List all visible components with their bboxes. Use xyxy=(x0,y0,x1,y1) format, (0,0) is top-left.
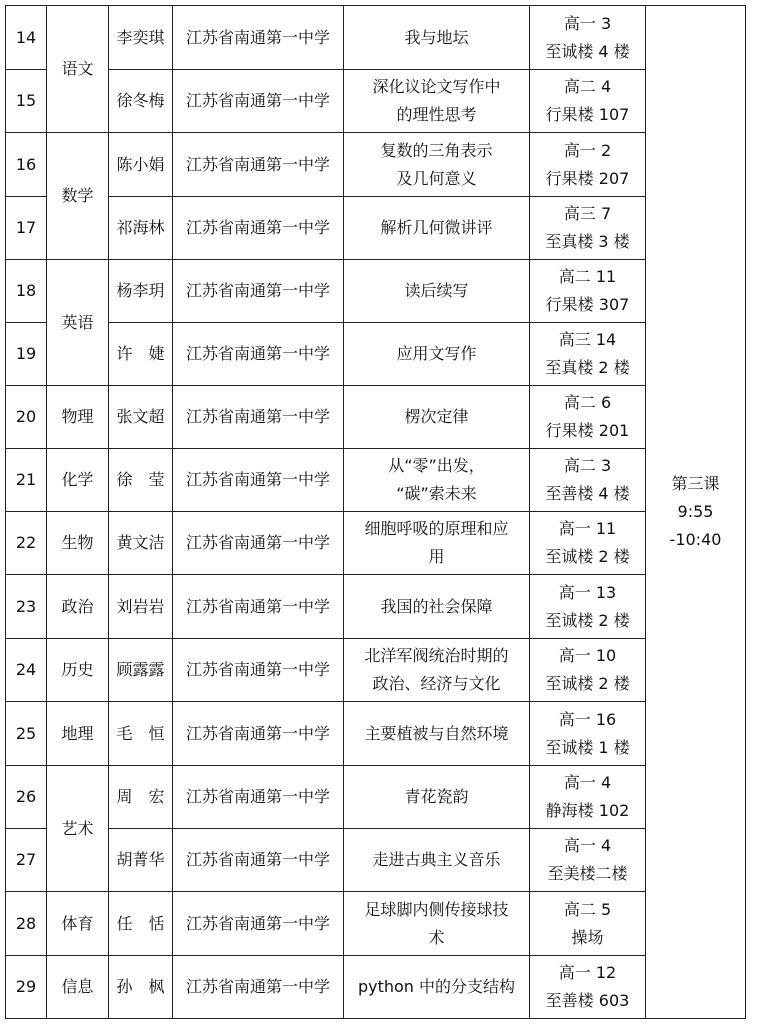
topic-line: 走进古典主义音乐 xyxy=(372,850,501,869)
school-cell: 江苏省南通第一中学 xyxy=(173,70,344,133)
school-cell: 江苏省南通第一中学 xyxy=(173,639,344,702)
school-cell: 江苏省南通第一中学 xyxy=(173,449,344,512)
topic-cell xyxy=(344,956,530,1019)
venue-line: 高二 5 xyxy=(563,899,612,919)
venue-line: 高一 4 xyxy=(563,773,612,792)
topic-line: 主要植被与自然环境 xyxy=(364,723,509,743)
venue-cell xyxy=(530,260,646,323)
venue-line: 至善楼 4 楼 xyxy=(545,484,630,503)
topic-line: “碳”索未来 xyxy=(396,484,477,503)
subject-cell: 地理 xyxy=(47,702,109,766)
school-cell: 江苏省南通第一中学 xyxy=(173,260,344,323)
row-number-cell: 29 xyxy=(6,956,47,1019)
teacher-cell: 孙 枫 xyxy=(109,956,173,1019)
topic-line: python 中的分支结构 xyxy=(357,977,516,996)
table-row xyxy=(6,892,746,956)
topic-line: 从“零”出发， xyxy=(388,456,485,475)
topic-line: 解析几何微讲评 xyxy=(380,218,493,237)
subject-cell: 历史 xyxy=(47,639,109,702)
venue-line: 行果楼 207 xyxy=(545,168,630,188)
row-number-cell: 15 xyxy=(6,70,47,133)
venue-line: 高一 3 xyxy=(563,13,612,33)
teacher-cell: 徐冬梅 xyxy=(109,70,173,133)
teacher-cell: 任 恬 xyxy=(109,892,173,956)
row-number-cell: 19 xyxy=(6,323,47,386)
teacher-cell: 张文超 xyxy=(109,386,173,449)
row-number-cell: 22 xyxy=(6,512,47,575)
row-number-cell: 24 xyxy=(6,639,47,702)
table-row xyxy=(6,766,746,829)
row-number-cell: 17 xyxy=(6,197,47,260)
venue-line: 至诚楼 2 楼 xyxy=(545,674,630,693)
venue-line: 至诚楼 2 楼 xyxy=(545,547,630,566)
table-row xyxy=(6,575,746,639)
venue-line: 高三 14 xyxy=(558,330,617,349)
venue-line: 至美楼二楼 xyxy=(547,864,628,883)
topic-line: 北洋军阀统治时期的 xyxy=(364,646,509,665)
period-line: 第三课 xyxy=(671,474,720,493)
subject-cell: 政治 xyxy=(47,575,109,639)
venue-cell xyxy=(530,386,646,449)
table-row xyxy=(6,260,746,323)
table-row xyxy=(6,449,746,512)
venue-line: 行果楼 201 xyxy=(545,421,630,440)
topic-cell xyxy=(344,197,530,260)
row-number-cell: 16 xyxy=(6,133,47,197)
teacher-cell: 祁海林 xyxy=(109,197,173,260)
subject-cell: 数学 xyxy=(47,133,109,260)
teacher-cell: 陈小娟 xyxy=(109,133,173,197)
venue-line: 高一 12 xyxy=(558,963,617,982)
topic-line: 细胞呼吸的原理和应 xyxy=(364,519,509,538)
topic-cell xyxy=(344,70,530,133)
school-cell: 江苏省南通第一中学 xyxy=(173,575,344,639)
venue-line: 高一 10 xyxy=(558,646,617,665)
table-row xyxy=(6,70,746,133)
row-number-cell: 14 xyxy=(6,6,47,70)
teacher-cell: 杨李玥 xyxy=(109,260,173,323)
teacher-cell: 毛 恒 xyxy=(109,702,173,766)
topic-cell xyxy=(344,323,530,386)
venue-cell xyxy=(530,197,646,260)
table-row xyxy=(6,386,746,449)
period-cell xyxy=(646,6,746,1019)
venue-line: 高三 7 xyxy=(563,204,612,223)
venue-cell xyxy=(530,133,646,197)
subject-cell: 生物 xyxy=(47,512,109,575)
teacher-cell: 顾露露 xyxy=(109,639,173,702)
table-row xyxy=(6,133,746,197)
venue-cell xyxy=(530,766,646,829)
school-cell: 江苏省南通第一中学 xyxy=(173,829,344,892)
venue-line: 高一 2 xyxy=(563,140,612,160)
period-line: -10:40 xyxy=(669,530,722,549)
venue-line: 高一 13 xyxy=(558,582,617,602)
teacher-cell: 刘岩岩 xyxy=(109,575,173,639)
school-cell: 江苏省南通第一中学 xyxy=(173,892,344,956)
row-number-cell: 18 xyxy=(6,260,47,323)
venue-line: 高一 4 xyxy=(563,836,612,855)
topic-line: 及几何意义 xyxy=(396,168,477,188)
teacher-cell: 黄文洁 xyxy=(109,512,173,575)
school-cell: 江苏省南通第一中学 xyxy=(173,512,344,575)
topic-cell xyxy=(344,512,530,575)
school-cell: 江苏省南通第一中学 xyxy=(173,386,344,449)
topic-line: 楞次定律 xyxy=(404,407,469,426)
subject-cell: 化学 xyxy=(47,449,109,512)
topic-line: 术 xyxy=(428,927,445,947)
row-number-cell: 20 xyxy=(6,386,47,449)
teacher-cell: 李奕琪 xyxy=(109,6,173,70)
venue-line: 高二 3 xyxy=(563,456,612,475)
topic-cell xyxy=(344,766,530,829)
topic-line: 应用文写作 xyxy=(396,344,477,363)
venue-line: 至诚楼 2 楼 xyxy=(545,610,630,630)
teacher-cell: 许 婕 xyxy=(109,323,173,386)
venue-cell xyxy=(530,892,646,956)
venue-line: 高二 6 xyxy=(563,393,612,412)
period-line: 9:55 xyxy=(677,502,714,521)
topic-line: 用 xyxy=(428,547,445,566)
venue-line: 高二 11 xyxy=(558,267,617,286)
row-number-cell: 26 xyxy=(6,766,47,829)
venue-line: 至诚楼 1 楼 xyxy=(545,737,630,757)
subject-cell: 语文 xyxy=(47,6,109,133)
venue-line: 操场 xyxy=(571,927,604,947)
venue-line: 至真楼 3 楼 xyxy=(545,232,630,251)
topic-line: 复数的三角表示 xyxy=(380,140,493,160)
row-number-cell: 21 xyxy=(6,449,47,512)
school-cell: 江苏省南通第一中学 xyxy=(173,323,344,386)
venue-cell xyxy=(530,6,646,70)
schedule-table xyxy=(5,5,746,1019)
topic-cell xyxy=(344,702,530,766)
subject-cell: 体育 xyxy=(47,892,109,956)
venue-line: 至善楼 603 xyxy=(545,991,630,1010)
row-number-cell: 27 xyxy=(6,829,47,892)
topic-cell xyxy=(344,829,530,892)
teacher-cell: 徐 莹 xyxy=(109,449,173,512)
venue-cell xyxy=(530,639,646,702)
venue-cell xyxy=(530,702,646,766)
venue-cell xyxy=(530,70,646,133)
topic-line: 读后续写 xyxy=(404,281,469,300)
school-cell: 江苏省南通第一中学 xyxy=(173,702,344,766)
topic-line: 青花瓷韵 xyxy=(404,787,469,806)
topic-cell xyxy=(344,575,530,639)
topic-line: 政治、经济与文化 xyxy=(372,674,501,693)
venue-cell xyxy=(530,512,646,575)
school-cell: 江苏省南通第一中学 xyxy=(173,197,344,260)
venue-line: 高一 16 xyxy=(558,709,617,729)
topic-cell xyxy=(344,449,530,512)
topic-cell xyxy=(344,133,530,197)
venue-line: 高二 4 xyxy=(563,77,612,96)
subject-cell: 艺术 xyxy=(47,766,109,892)
row-number-cell: 28 xyxy=(6,892,47,956)
venue-cell xyxy=(530,829,646,892)
venue-line: 行果楼 107 xyxy=(545,105,630,124)
venue-cell xyxy=(530,449,646,512)
school-cell: 江苏省南通第一中学 xyxy=(173,766,344,829)
topic-line: 的理性思考 xyxy=(396,105,477,124)
topic-line: 足球脚内侧传接球技 xyxy=(364,899,509,919)
topic-cell xyxy=(344,260,530,323)
table-row xyxy=(6,6,746,70)
row-number-cell: 25 xyxy=(6,702,47,766)
table-row xyxy=(6,639,746,702)
teacher-cell: 周 宏 xyxy=(109,766,173,829)
row-number-cell: 23 xyxy=(6,575,47,639)
topic-cell xyxy=(344,6,530,70)
subject-cell: 信息 xyxy=(47,956,109,1019)
topic-cell xyxy=(344,639,530,702)
table-row xyxy=(6,829,746,892)
table-row xyxy=(6,323,746,386)
venue-line: 至诚楼 4 楼 xyxy=(545,41,630,61)
subject-cell: 物理 xyxy=(47,386,109,449)
venue-line: 至真楼 2 楼 xyxy=(545,358,630,377)
school-cell: 江苏省南通第一中学 xyxy=(173,6,344,70)
table-row xyxy=(6,956,746,1019)
topic-line: 我国的社会保障 xyxy=(380,596,493,616)
school-cell: 江苏省南通第一中学 xyxy=(173,133,344,197)
venue-cell xyxy=(530,956,646,1019)
table-row xyxy=(6,512,746,575)
teacher-cell: 胡菁华 xyxy=(109,829,173,892)
topic-cell xyxy=(344,386,530,449)
venue-line: 行果楼 307 xyxy=(545,295,630,314)
venue-line: 静海楼 102 xyxy=(545,801,630,820)
topic-cell xyxy=(344,892,530,956)
schedule-body xyxy=(6,6,746,1019)
school-cell: 江苏省南通第一中学 xyxy=(173,956,344,1019)
subject-cell: 英语 xyxy=(47,260,109,386)
topic-line: 深化议论文写作中 xyxy=(372,77,501,96)
venue-cell xyxy=(530,575,646,639)
topic-line: 我与地坛 xyxy=(404,27,469,47)
table-row xyxy=(6,702,746,766)
table-row xyxy=(6,197,746,260)
venue-cell xyxy=(530,323,646,386)
venue-line: 高一 11 xyxy=(558,519,617,538)
